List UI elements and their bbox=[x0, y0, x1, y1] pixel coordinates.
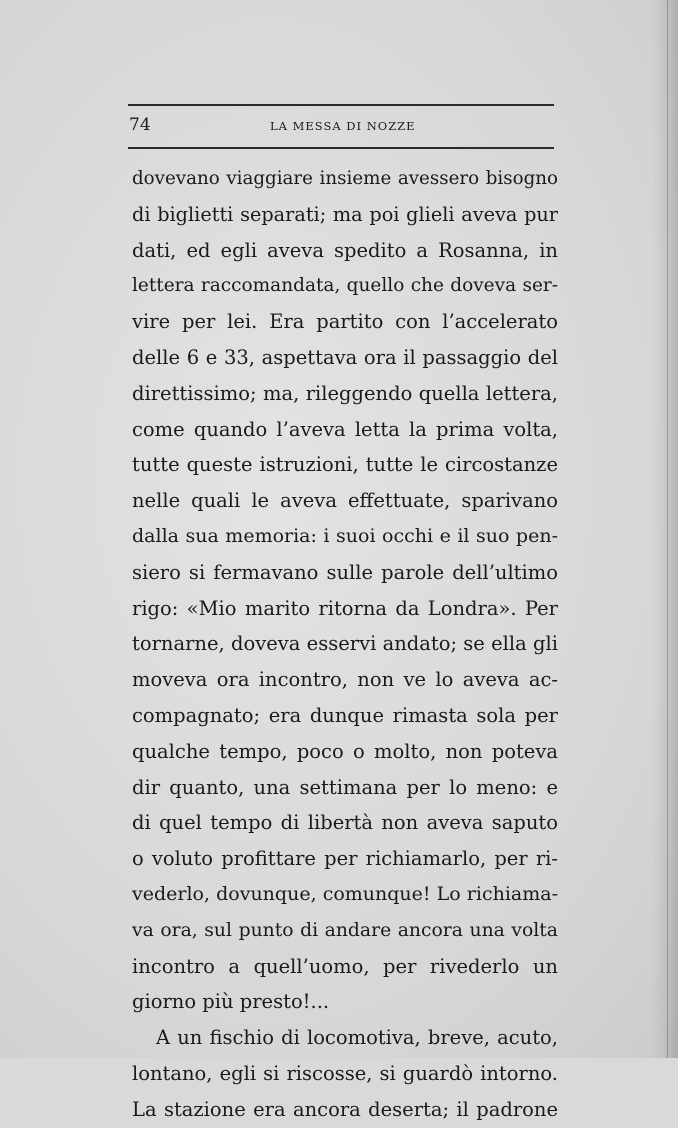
text-line: come quando l’aveva letta la prima volta, bbox=[132, 417, 558, 441]
header-rule-bottom bbox=[128, 147, 554, 149]
text-line: vire per lei. Era partito con l’accelerato bbox=[132, 310, 558, 334]
text-line: di biglietti separati; ma poi glieli aveva pur bbox=[132, 202, 558, 226]
text-line: dati, ed egli aveva spedito a Rosanna, in bbox=[132, 238, 558, 262]
text-line: nelle quali le aveva effettuate, sparivano bbox=[132, 489, 558, 513]
body-text bbox=[132, 161, 558, 1128]
text-line: incontro a quell’uomo, per rivederlo un bbox=[132, 954, 558, 978]
text-line: siero si fermavano sulle parole dell’ultimo bbox=[132, 560, 558, 584]
text-line: dalla sua memoria: i suoi occhi e il suo pen- bbox=[132, 524, 558, 547]
text-line: vederlo, dovunque, comunque! Lo richiama- bbox=[132, 882, 558, 905]
text-line: delle 6 e 33, aspettava ora il passaggio del bbox=[132, 345, 558, 369]
text-line: tornarne, doveva esservi andato; se ella gli bbox=[132, 632, 558, 656]
text-line: o voluto profittare per richiamarlo, per ri- bbox=[132, 847, 558, 871]
text-line: tutte queste istruzioni, tutte le circostanze bbox=[132, 453, 558, 477]
text-line: di quel tempo di libertà non aveva saputo bbox=[132, 811, 558, 835]
text-line: lettera raccomandata, quello che doveva ser- bbox=[132, 275, 558, 297]
text-line: La stazione era ancora deserta; il padrone bbox=[132, 1097, 558, 1121]
text-line: dir quanto, una settimana per lo meno: e bbox=[132, 775, 558, 799]
header-rule-top bbox=[128, 104, 554, 106]
text-line: qualche tempo, poco o molto, non poteva bbox=[132, 739, 558, 763]
running-title: LA MESSA DI NOZZE bbox=[270, 119, 416, 133]
text-line: lontano, egli si riscosse, si guardò intorno. bbox=[132, 1061, 558, 1085]
binding-edge bbox=[667, 0, 668, 1058]
text-line: direttissimo; ma, rileggendo quella lettera, bbox=[132, 381, 558, 405]
text-line: compagnato; era dunque rimasta sola per bbox=[132, 703, 558, 727]
text-line: giorno più presto!... bbox=[132, 990, 330, 1014]
text-line: rigo: «Mio marito ritorna da Londra». Per bbox=[132, 596, 558, 620]
text-line: A un fischio di locomotiva, breve, acuto, bbox=[156, 1026, 558, 1050]
text-line: va ora, sul punto di andare ancora una volta bbox=[132, 919, 558, 941]
text-line: dovevano viaggiare insieme avessero bisogno bbox=[132, 168, 558, 189]
text-line: moveva ora incontro, non ve lo aveva ac- bbox=[132, 668, 558, 692]
page-number: 74 bbox=[129, 115, 151, 135]
binding-shadow bbox=[652, 0, 678, 1058]
